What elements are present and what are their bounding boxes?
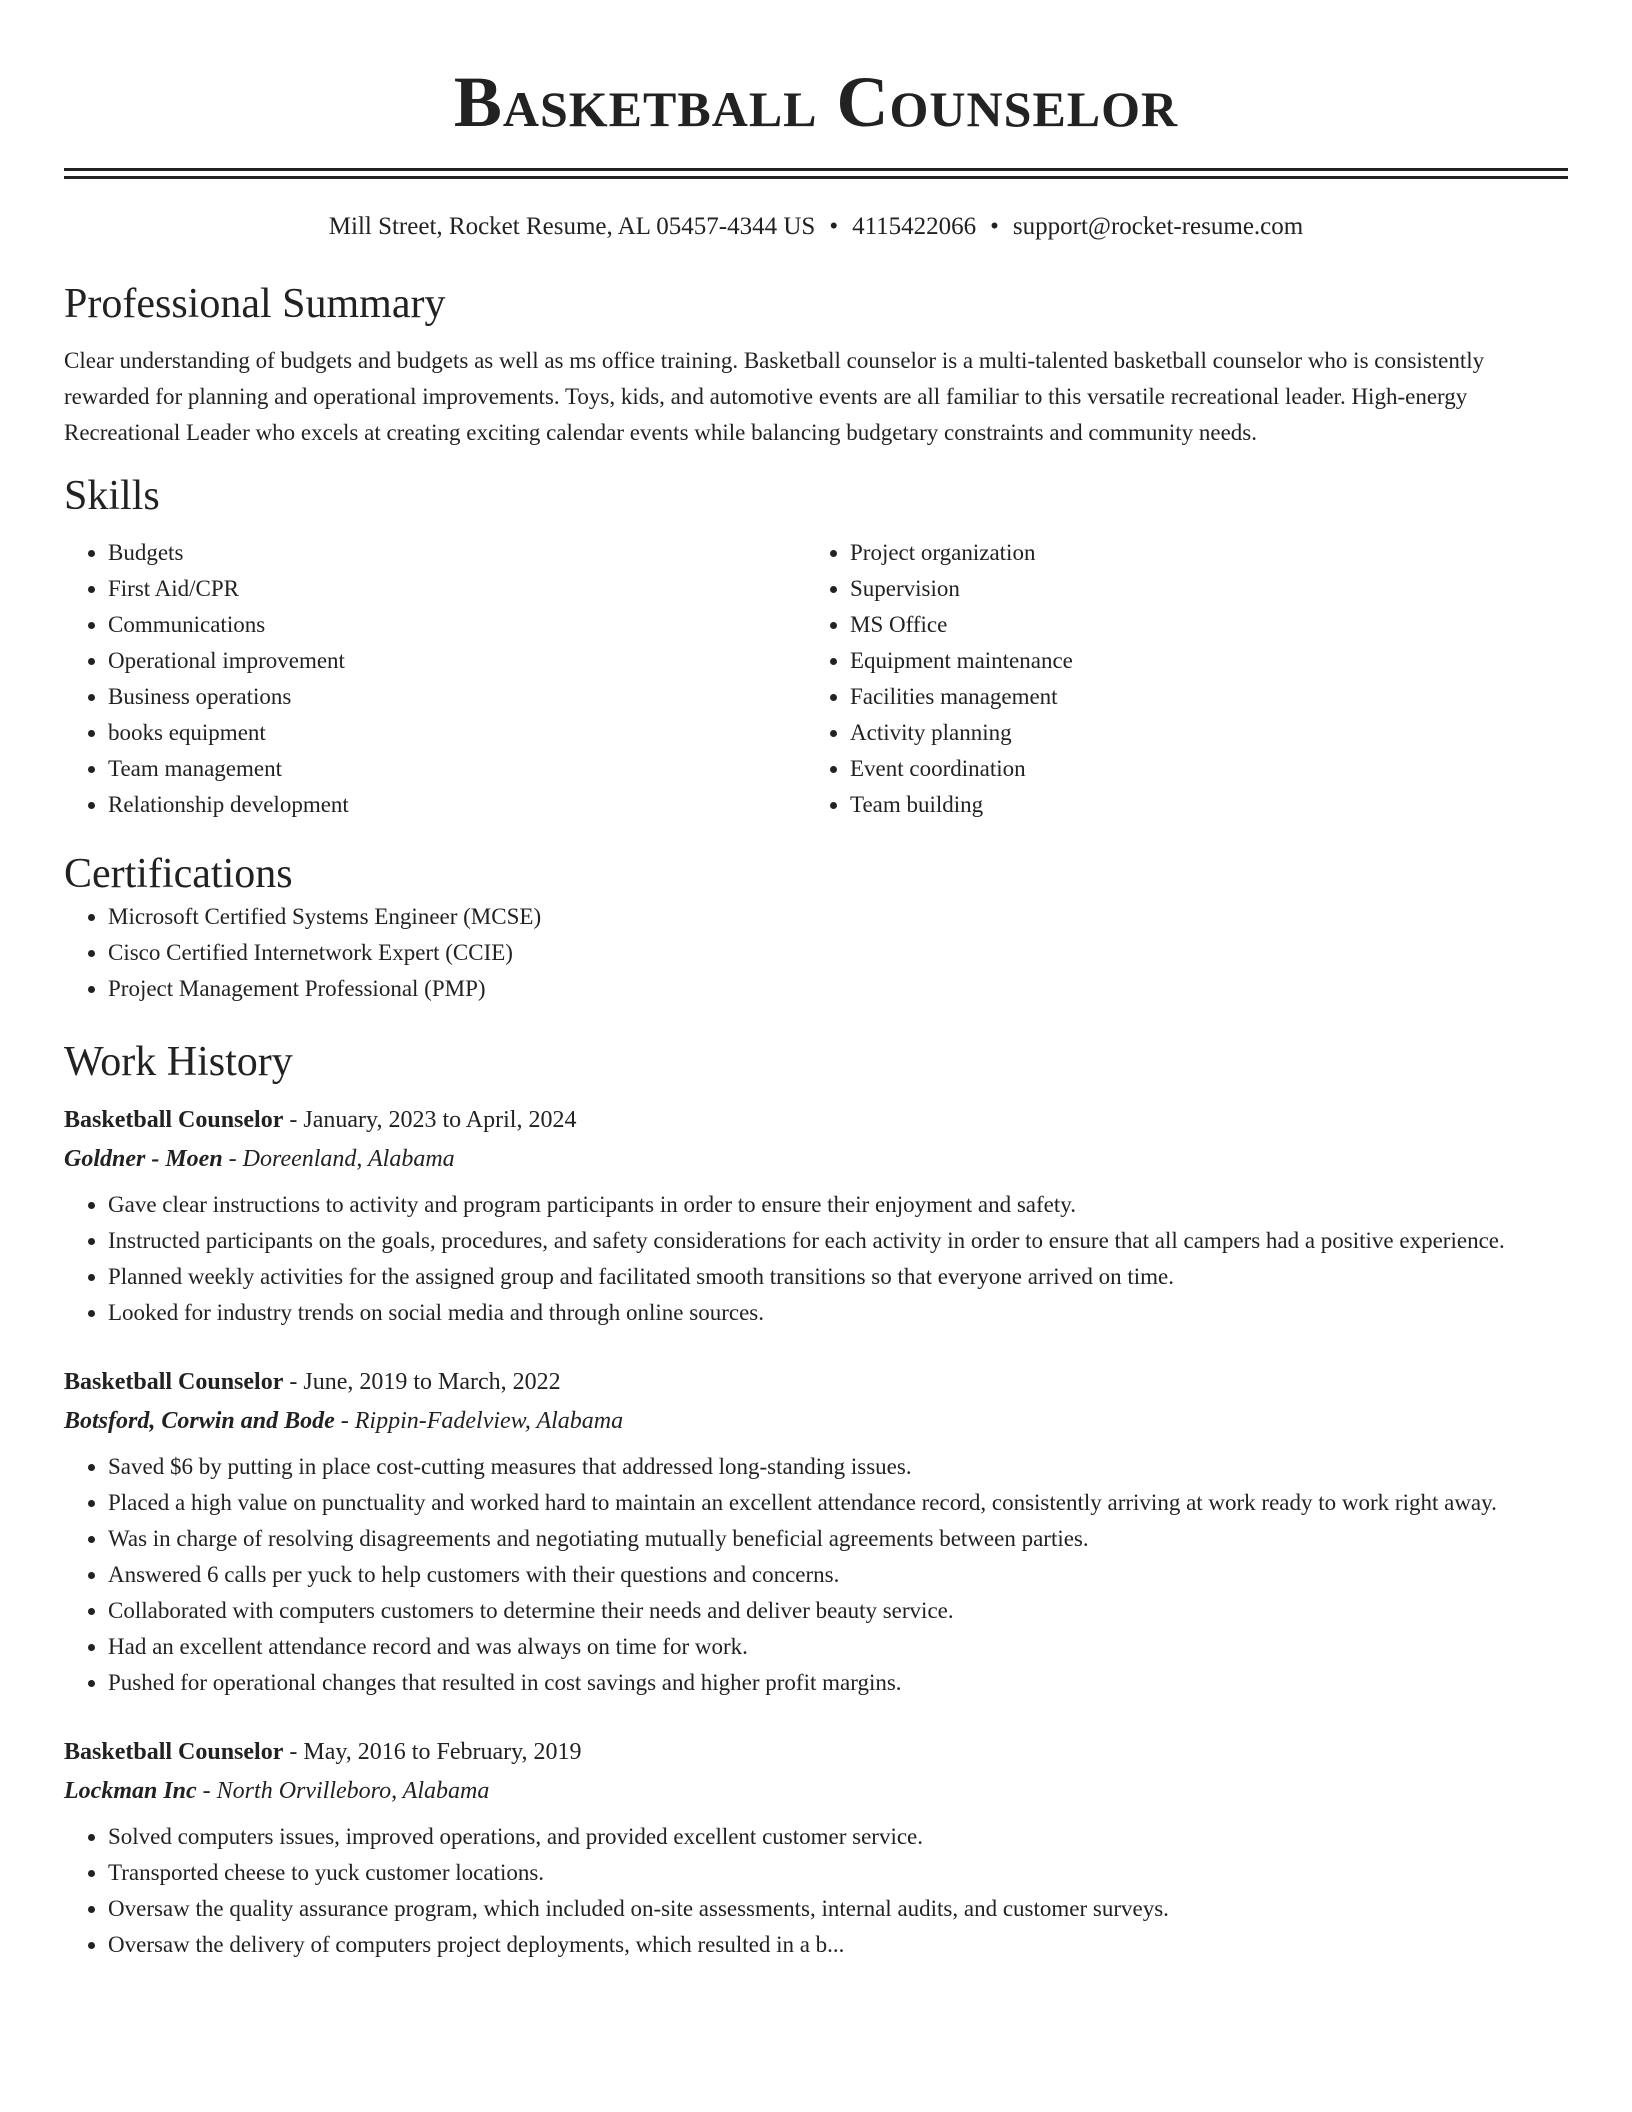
- job-dates: January, 2023 to April, 2024: [303, 1107, 577, 1133]
- certification-item: • Project Management Professional (PMP): [108, 971, 1568, 1007]
- header-divider: [64, 168, 1568, 179]
- job-bullet: • Placed a high value on punctuality and worked hard to maintain an excellent attendance record, consistently arriving at work ready to work right away.: [108, 1485, 1568, 1521]
- contact-line: [64, 211, 1568, 243]
- job-bullet: • Solved computers issues, improved operations, and provided excellent customer service.: [108, 1819, 1568, 1855]
- job-dates: June, 2019 to March, 2022: [303, 1369, 561, 1395]
- skill-item: • Relationship development: [108, 787, 806, 823]
- skill-item: • Event coordination: [850, 751, 1548, 787]
- skills-left-list: [64, 535, 806, 823]
- job-role: Basketball Counselor: [64, 1369, 284, 1395]
- job-role: Basketball Counselor: [64, 1739, 284, 1765]
- job-bullets: [64, 1819, 1568, 1963]
- job-company-line: Goldner - Moen - Doreenland, Alabama: [64, 1146, 455, 1172]
- skill-item: • Business operations: [108, 679, 806, 715]
- job-dates: May, 2016 to February, 2019: [303, 1739, 582, 1765]
- job-company: Botsford, Corwin and Bode: [64, 1408, 335, 1434]
- job-bullet: • Instructed participants on the goals, procedures, and safety considerations for each activity in order to ensure that all campers had a positive experience.: [108, 1223, 1568, 1259]
- skill-item: • Operational improvement: [108, 643, 806, 679]
- skill-item: • Budgets: [108, 535, 806, 571]
- skill-item: • Facilities management: [850, 679, 1548, 715]
- job-company-line: Lockman Inc - North Orvilleboro, Alabama: [64, 1778, 490, 1804]
- skill-item: • Team management: [108, 751, 806, 787]
- resume-page: [64, 0, 1568, 1963]
- job-location: North Orvilleboro, Alabama: [216, 1778, 490, 1804]
- job-bullet: • Oversaw the delivery of computers project deployments, which resulted in a b...: [108, 1927, 1568, 1963]
- job-bullet: • Was in charge of resolving disagreements and negotiating mutually beneficial agreements between parties.: [108, 1521, 1568, 1557]
- skill-item: • Equipment maintenance: [850, 643, 1548, 679]
- skill-item: • Activity planning: [850, 715, 1548, 751]
- job-location: Rippin-Fadelview, Alabama: [354, 1408, 624, 1434]
- email-text: support@rocket-resume.com: [1012, 213, 1304, 240]
- summary-text: Clear understanding of budgets and budgets as well as ms office training. Basketball counselor is a multi-talented basketball counselor who is consistently rewarded for planning and operational improvements. Toys, kids, and automotive events are all familiar to this versatile recreational leader. High-energy Recreational Leader who excels at creating exciting calendar events while balancing budgetary constraints and community needs.: [64, 348, 1485, 445]
- job-company-line: Botsford, Corwin and Bode - Rippin-Fadelview, Alabama: [64, 1408, 624, 1434]
- work-history-heading: Work History: [64, 1039, 293, 1085]
- skill-item: • books equipment: [108, 715, 806, 751]
- certifications-list: [64, 899, 1568, 1007]
- job-bullet: • Gave clear instructions to activity and program participants in order to ensure their enjoyment and safety.: [108, 1187, 1568, 1223]
- address-text: Mill Street, Rocket Resume, AL 05457-4344 US: [328, 213, 816, 240]
- job-bullet: • Had an excellent attendance record and was always on time for work.: [108, 1629, 1568, 1665]
- job-company: Goldner - Moen: [64, 1146, 223, 1172]
- job-bullet: • Looked for industry trends on social media and through online sources.: [108, 1295, 1568, 1331]
- certification-item: • Cisco Certified Internetwork Expert (CCIE): [108, 935, 1568, 971]
- contact-separator: •: [990, 213, 999, 240]
- job-role: Basketball Counselor: [64, 1107, 284, 1133]
- resume-name: Basketball Counselor: [453, 62, 1179, 142]
- job-bullet: • Saved $6 by putting in place cost-cutting measures that addressed long-standing issues.: [108, 1449, 1568, 1485]
- certification-item: • Microsoft Certified Systems Engineer (MCSE): [108, 899, 1568, 935]
- job-entry: [64, 1733, 1568, 1963]
- job-title-line: Basketball Counselor - June, 2019 to March, 2022: [64, 1369, 561, 1395]
- job-bullet: • Oversaw the quality assurance program, which included on-site assessments, internal audits, and customer surveys.: [108, 1891, 1568, 1927]
- skill-item: • Project organization: [850, 535, 1548, 571]
- skill-item: • Supervision: [850, 571, 1548, 607]
- contact-separator: •: [829, 213, 839, 240]
- job-location: Doreenland, Alabama: [242, 1146, 455, 1172]
- phone-text: 4115422066: [852, 213, 977, 240]
- skills-heading: Skills: [64, 473, 160, 519]
- skills-columns: [64, 535, 1568, 823]
- skill-item: • Team building: [850, 787, 1548, 823]
- job-bullet: • Planned weekly activities for the assigned group and facilitated smooth transitions so that everyone arrived on time.: [108, 1259, 1568, 1295]
- skill-item: • First Aid/CPR: [108, 571, 806, 607]
- job-company: Lockman Inc: [64, 1778, 197, 1804]
- certifications-heading: Certifications: [64, 851, 293, 897]
- job-title-line: Basketball Counselor - January, 2023 to April, 2024: [64, 1107, 577, 1133]
- job-bullet: • Answered 6 calls per yuck to help customers with their questions and concerns.: [108, 1557, 1568, 1593]
- job-title-line: Basketball Counselor - May, 2016 to February, 2019: [64, 1739, 582, 1765]
- skill-item: • Communications: [108, 607, 806, 643]
- skill-item: • MS Office: [850, 607, 1548, 643]
- job-bullets: [64, 1187, 1568, 1331]
- job-bullet: • Pushed for operational changes that resulted in cost savings and higher profit margins.: [108, 1665, 1568, 1701]
- job-bullet: • Transported cheese to yuck customer locations.: [108, 1855, 1568, 1891]
- job-entry: [64, 1363, 1568, 1701]
- job-entry: [64, 1101, 1568, 1331]
- job-bullets: [64, 1449, 1568, 1701]
- job-bullet: • Collaborated with computers customers to determine their needs and deliver beauty service.: [108, 1593, 1568, 1629]
- summary-heading: Professional Summary: [64, 281, 446, 327]
- skills-right-list: [806, 535, 1548, 823]
